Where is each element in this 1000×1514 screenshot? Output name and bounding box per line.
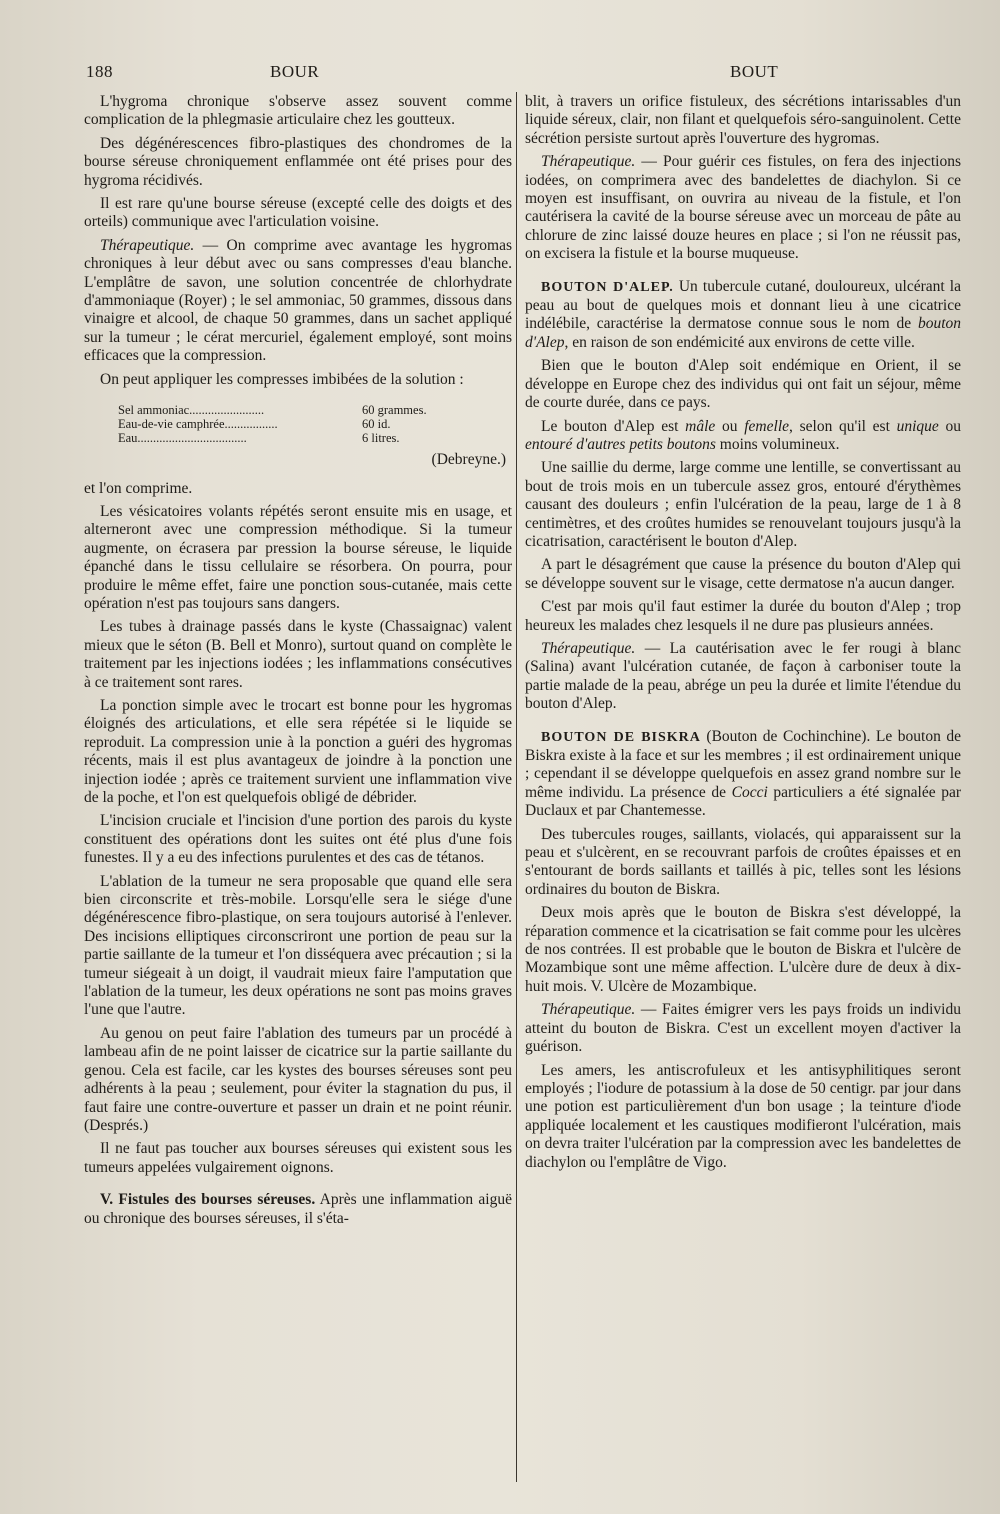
- paragraph: Il est rare qu'une bourse séreuse (excepté celle des doigts et des orteils) communique avec l'articulation voisine.: [84, 195, 512, 231]
- paragraph: blit, à travers un orifice fistuleux, des sécrétions intarissables d'un liquide séreux, clair, non filant et quelquefois séro-sanguinolent. Cette sécrétion persiste surtout après l'ouverture des hygromas.: [525, 93, 961, 147]
- recipe-table: [84, 403, 512, 445]
- paragraph-text: ou: [715, 417, 745, 435]
- paragraph: La ponction simple avec le trocart est bonne pour les hygromas éloignés des articulations, et elle sera répétée si le liquide se reproduit. La compression unie à la ponction a guéri des hygromas récents, mais il est plus avantageux de joindre à la ponction une injection iodée ; après ce traitement survient une inflammation vive de la poche, et l'on est quelquefois obligé de débrider.: [84, 696, 512, 806]
- paragraph: Une saillie du derme, large comme une lentille, se convertissant au bout de trois mois en un tubercule assez gros, entouré d'érythèmes causant des douleurs ; enfin l'ulcération de la peau, large de 1 à 8 centimètres, et des croûtes humides se renouvelant toujours jusqu'à la cicatrisation, caractérisent le bouton d'Alep.: [525, 459, 961, 550]
- paragraph: Des dégénérescences fibro-plastiques des chondromes de la bourse séreuse chroniquement enflammée ont été prises pour des hygroma récidivés.: [84, 134, 512, 189]
- recipe-quantity: 60 grammes.: [362, 403, 427, 418]
- paragraph-text: — On comprime avec avantage les hygromas chroniques à leur début avec ou sans compresses d'eau blanche. L'emplâtre de savon, une solution concentrée de chlorhydrate d'ammoniaque (Royer) ; le sel ammoniac, 50 grammes, dissous dans vinaigre et alcool, de chaque 50 grammes, dans un sachet appliqué sur la tumeur ; le cérat mercuriel, également employé, sont moins efficaces que la compression.: [84, 236, 512, 365]
- paragraph: Des tubercules rouges, saillants, violacés, qui apparaissent sur la peau et s'ulcèrent, en se recouvrant parfois de croûtes épaisses et en s'entourant de bords saillants et taillés à pic, telles sont les lésions ordinaires du bouton de Biskra.: [525, 825, 961, 898]
- paragraph: Les amers, les antiscrofuleux et les antisyphilitiques seront employés ; l'iodure de potassium à la dose de 50 centigr. par jour dans une potion est particulièrement d'un bon usage ; la teinture d'iode appliquée localement et les caustiques modifieront l'ulcération, mais on devra traiter l'ulcération par la compression avec les bandelettes de diachylon ou l'emplâtre de Vigo.: [525, 1061, 961, 1171]
- paragraph-text: Après une inflammation aiguë ou chronique des bourses séreuses, il s'éta-: [84, 1191, 512, 1227]
- section-label: Thérapeutique.: [541, 153, 636, 171]
- emphasis: Cocci: [731, 783, 768, 801]
- column-divider: [516, 92, 517, 1482]
- paragraph: [525, 153, 961, 263]
- recipe-row: [84, 417, 512, 431]
- emphasis: mâle: [685, 417, 716, 435]
- paragraph: et l'on comprime.: [84, 479, 193, 497]
- recipe-ingredient: Eau-de-vie camphrée.................: [118, 417, 278, 432]
- section-label: Thérapeutique.: [100, 236, 195, 254]
- recipe-credit: (Debreyne.): [431, 451, 506, 469]
- paragraph: Deux mois après que le bouton de Biskra s'est développé, la réparation commence et la cicatrisation se fait comme pour les ulcères de nos contrées. Il est probable que le bouton de Biskra et l'ulcère de Mozambique sont une même affection. L'ulcère dure de deux à dix-huit mois. V. Ulcère de Mozambique.: [525, 904, 961, 995]
- paragraph: A part le désagrément que cause la présence du bouton d'Alep qui se développe souvent sur le visage, cette dermatose n'a aucun danger.: [525, 556, 961, 592]
- paragraph-text: moins volumineux.: [715, 435, 840, 453]
- paragraph: Bien que le bouton d'Alep soit endémique en Orient, il se développe en Europe chez des individus qui ont fait un séjour, même de courte durée, dans ce pays.: [525, 357, 961, 412]
- paragraph-text: (Bouton de Cochinchine). Le bouton de Biskra existe à la face et sur les membres ; il est ordinairement unique ; cependant il se développe quelquefois en assez grand nombre sur le même individu. La présence de: [525, 727, 961, 801]
- paragraph: C'est par mois qu'il faut estimer la durée du bouton d'Alep ; trop heureux les malades chez lesquels il ne dure pas plusieurs années.: [525, 598, 961, 634]
- paragraph: [525, 418, 961, 455]
- paragraph-text: particuliers a été signalée par Duclaux et par Chantemesse.: [525, 783, 961, 820]
- entry-bouton-biskra: [525, 728, 961, 821]
- emphasis: unique: [896, 417, 939, 435]
- recipe-row: [84, 431, 512, 445]
- paragraph-text: — Faites émigrer vers les pays froids un individu atteint du bouton de Biskra. C'est un excellent moyen d'activer la guérison.: [525, 1001, 961, 1056]
- entry-heading: BOUTON D'ALEP.: [541, 279, 674, 295]
- paragraph-text: Un tubercule cutané, douloureux, ulcérant la peau au bout de quelques mois et donnant lieu à une cicatrice indélébile, caractérise la dermatose connue sous le nom de: [525, 277, 961, 333]
- emphasis: entouré d'autres petits boutons: [525, 435, 716, 453]
- paragraph: [84, 237, 512, 366]
- paragraph-text: ou: [938, 417, 962, 435]
- recipe-quantity: 6 litres.: [362, 431, 400, 446]
- section-label: Thérapeutique.: [541, 639, 636, 657]
- paragraph-text: , selon qu'il est: [789, 417, 897, 435]
- paragraph: [84, 1191, 512, 1228]
- right-running-head: BOUT: [730, 62, 779, 81]
- paragraph-text: Le bouton d'Alep est: [541, 417, 686, 435]
- recipe-ingredient: Eau...................................: [118, 431, 247, 446]
- paragraph: [525, 640, 961, 714]
- paragraph: Les vésicatoires volants répétés seront ensuite mis en usage, et alterneront avec une compression méthodique. Si la tumeur augmente, on écrasera par pression la bourse séreuse, le liquide épanché dans le tissu cellulaire se résorbera. On pourra, pour produire le même effet, faire une ponction sous-cutanée, mais cette opération n'est pas toujours sans dangers.: [84, 502, 512, 612]
- entry-heading: BOUTON DE BISKRA: [541, 729, 701, 745]
- recipe-row: [84, 403, 512, 417]
- recipe-ingredient: Sel ammoniac........................: [118, 403, 265, 418]
- page-number: 188: [86, 62, 113, 81]
- left-running-head: BOUR: [270, 62, 320, 81]
- emphasis: bouton d'Alep: [525, 315, 961, 351]
- paragraph: L'hygroma chronique s'observe assez souvent comme complication de la phlegmasie articulaire chez les goutteux.: [84, 93, 512, 129]
- paragraph-text: , en raison de son endémicité aux environs de cette ville.: [564, 333, 915, 351]
- paragraph: L'incision cruciale et l'incision d'une portion des parois du kyste constituent des opérations dont les suites ont été plus d'une fois funestes. Il y a eu des infections purulentes et des cas de tétanos.: [84, 812, 512, 867]
- emphasis: femelle: [744, 417, 790, 435]
- paragraph: Il ne faut pas toucher aux bourses séreuses qui existent sous les tumeurs appelées vulgairement oignons.: [84, 1140, 512, 1176]
- recipe-quantity: 60 id.: [362, 417, 391, 432]
- paragraph: Au genou on peut faire l'ablation des tumeurs par un procédé à lambeau afin de ne point laisser de cicatrice sur la partie saillante du genou. Cela est facile, car les kystes des bourses séreuses sont peu adhérents à la peau ; seulement, pour éviter la stagnation du pus, il faut faire une contre-ouverture et passer un drain et ne point réunir. (Després.): [84, 1024, 512, 1134]
- section-heading: V. Fistules des bourses séreuses.: [100, 1191, 316, 1209]
- paragraph-text: — La cautérisation avec le fer rougi à blanc (Salina) avant l'ulcération cutanée, de façon à carboniser toute la partie malade de la peau, abrége un peu la durée et limite l'étendue du bouton d'Alep.: [525, 639, 961, 713]
- entry-bouton-alep: [525, 278, 961, 353]
- left-column: [84, 93, 512, 1233]
- section-label: Thérapeutique.: [541, 1001, 636, 1019]
- paragraph: [525, 1001, 961, 1056]
- paragraph: On peut appliquer les compresses imbibées de la solution :: [100, 370, 464, 388]
- paragraph: L'ablation de la tumeur ne sera proposable que quand elle sera bien circonscrite et très-mobile. Lorsqu'elle sera le siége d'une dégénérescence fibro-plastique, on sera toujours autorisé à l'enlever. Des incisions elliptiques circonscriront une portion de peau sur la partie saillante de la tumeur et l'on disséquera avec précaution ; si la tumeur siégeait à un doigt, il vaudrait mieux faire l'amputation que l'ablation de la tumeur, les deux opérations ne sont pas moins graves l'une que l'autre.: [84, 872, 512, 1019]
- paragraph: Les tubes à drainage passés dans le kyste (Chassaignac) valent mieux que le séton (B. Bell et Monro), surtout quand on complète le traitement par les injections iodées ; les inflammations consécutives à ce traitement sont rares.: [84, 618, 512, 691]
- right-column: [525, 93, 961, 1177]
- paragraph-text: — Pour guérir ces fistules, on fera des injections iodées, on comprimera avec des bandelettes de diachylon. Si ce moyen est insuffisant, on ouvrira au niveau de la fistule, et l'on cautérisera la cavité de la bourse séreuse avec un morceau de pâte au chlorure de zinc laissé douze heures en place ; si l'on ne réussit pas, on excisera la fistule et la bourse muqueuse.: [525, 153, 961, 263]
